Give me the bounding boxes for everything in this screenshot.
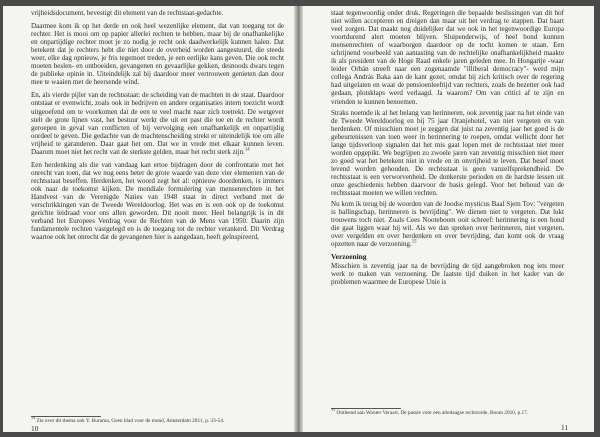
left-page	[3, 6, 294, 432]
right-page	[303, 6, 594, 432]
paragraph: Daarmee kom ik op het derde en ook heel wezenlijke element, dat van toegang tot de rechter. Het is mooi om op papier allerlei rechten te hebben, maar bij de onafhankelijke en onpartijdige rechter moet je zo nodig je recht ook daadwerkelijk kunnen halen. Dat betekent dat je rechters hebt die niet door de overheid worden aangestuurd, die steeds weer, elke dag opnieuw, je fris tegemoet treden, je een eerlijke kans geven. Die ook recht moeten beslen- en ontboeiden, gevangenen en gevaarlijke gekken, desnoods dwars tegen de publieke opinie in. Uiteindelijk zal bij daardoor meer vertrouwen genieten dan door mee te waaien met de heersende wind.	[31, 22, 284, 87]
right-page-body	[331, 9, 564, 286]
left-page-body	[31, 9, 284, 241]
paragraph: Misschien is zeventig jaar na de bevrijding de tijd aangebroken nog iets meer werk te maken van verzoening. De laatste tijd duiken in het kader van de problemen waarmee de Europese Unie is	[331, 261, 564, 286]
paragraph: Een herdenking als die van vandaag kan ertoe bijdragen door de confrontatie met het onrecht van toen, dat we nog eens beter de grote waarde van deze vier elementen van de rechtsstaat beseffen. Herdenken, het woord zegt het al: opnieuw doordenken, is immers ook naar de toekomst kijken. De mondiale formulering van mensenrechten in het Handvest van de Verenigde Naties van 1948 staat in direct verband met de verschrikkingen van de Tweede Wereldoorlog. Het was en is een ook op de toekomst gerichte leidraad voor ons allen geworden. Dit nooit meer. Heel belangrijk is in dit verband het Europees Verdrag voor de Rechten van de Mens van 1950. Daarin zijn fundamentele rechten vastgelegd en is de toegang tot de rechter verankerd. Dit Verdrag waartoe ook het onrecht dat de gevangenen hier is aangedaan, heeft geïnspireerd,	[31, 160, 284, 242]
paragraph: staat tegenwoordig onder druk. Regeringen die bepaalde beslissingen van dit hof niet willen accepteren en dreigen dan maar uit het verdrag te stappen. Dat baart veel zorgen. Dat maakt nog duidelijker dat we ook in het tegenwoordige Europa voortdurend alert moeten blijven. Sluipenderwijs, of heel bond kunnen mensenrechten of waarborgen daardoor op de tocht komen te staan. Een schrijnend voorbeeld van aantasting van de rechtelijke onafhankelijkheid maakte ik als president van de Hoge Raad enkele jaren geleden mee. In Hongarije -waar leider Orbán streeft naar een zogenaamde "illiberal democracy"- werd mijn collega András Baka aan de kant gezet, omdat hij zich kritisch over de regering had uitgelaten en waar de pensioenleeftijd van rechters, zoals de bezetter ook had gedaan, plotsklaps werd verlaagd. Ja waarom? Om van critici af te zijn en vrienden te kunnen benoemen.	[331, 9, 564, 106]
footnote-rule	[331, 408, 401, 409]
book-gutter	[294, 6, 303, 432]
paragraph: Nu kom ik terug bij de woorden van de Joodse mysticus Baal Sjem Tov: "vergeten is ballingschap, herinneren is bevrijding". We dienen niet te vergeten. Dat lukt trouwens toch niet. Zoals Cees Nooteboom ooit schreef: herinnering is een hond die gaat liggen waar hij wil. Als we dan spreken over herinneren, niet vergeten, over vergelden en over herdenken en over bevrijding, dan komt ook de vraag opzetten naar de verzoening.$^{15}$	[331, 200, 564, 249]
footnote-ref: 15	[411, 239, 417, 245]
footnote: $^{14}$ Zie over dit thema ook Y. Buruma, Geen blad voor de mond, Amsterdam 2011, p. 33-54.	[31, 415, 225, 424]
paragraph: En, als vierde pijler van de rechtsstaat: de scheiding van de machten in de staat. Daardoor ontstaat er evenwicht, zoals ook in bedrijven en andere organisaties intern toezicht wordt uitgeoefend om te voorkomen dat de een te veel macht naar zich toetrekt. De wetgever stelt de grote lijnen vast, het bestuur werkt die uit en past die toe en de rechter wordt geroepen in geval van conflicten of bij vervolging een onafhankelijk en onpartijdig oordeel te geven. Die gedachte van de machtenscheiding strekt er uiteindelijk toe om alle vrijheid te garanderen. Daar gaat het om. Dat we in vrede met elkaar kunnen leven. Daarom moet niet het recht van de sterkste gelden, maar het recht sterk zijn.$^{14}$	[31, 91, 284, 156]
footnote: $^{15}$ Ontleend aan Wouter Veraart, De passie voor een alledaagse rechtsorde, Boom 2010, p.17.	[331, 407, 529, 416]
footnote-rule	[31, 416, 101, 417]
paragraph: vrijheidsdocument, bevestigt dit element van de rechtstaat-gedachte.	[31, 9, 224, 17]
section-heading: Verzoening	[331, 252, 367, 262]
page-number: 10	[31, 424, 39, 433]
page-number: 11	[561, 423, 569, 432]
paragraph: Straks noemde ik al het belang van herinneren, ook zeventig jaar na het einde van de Tweede Wereldoorlog en bij 75 jaar Oranjehotel, van niet vergeten en van herdenken. Of misschien moet je zeggen dat juist na zeventig jaar het goed is de gebeurtenissen van toen weer in herinnering te roepen, omdat wellicht door het lange tijdsverloop signalen dat het mis gaat lopen met de rechtsstaat niet meer worden opgepikt. We begrijpen zo zwoele jaren van zeventig misschien niet meer zo goed wat het betekent niet in vrede en in onvrijheid te leven. Dat besef moet levend worden gehouden. De rechtsstaat is geen vanzelfsprekendheid. De rechtsstaat is een verworvenheid. De donkerste perioden en de hardste lessen uit onze geschiedenis hebben daarvoor de basis gelegd. Voor het behoud van de rechtsstaat moeten we willen vechten.	[331, 108, 564, 198]
footnote-ref: 14	[244, 147, 250, 153]
